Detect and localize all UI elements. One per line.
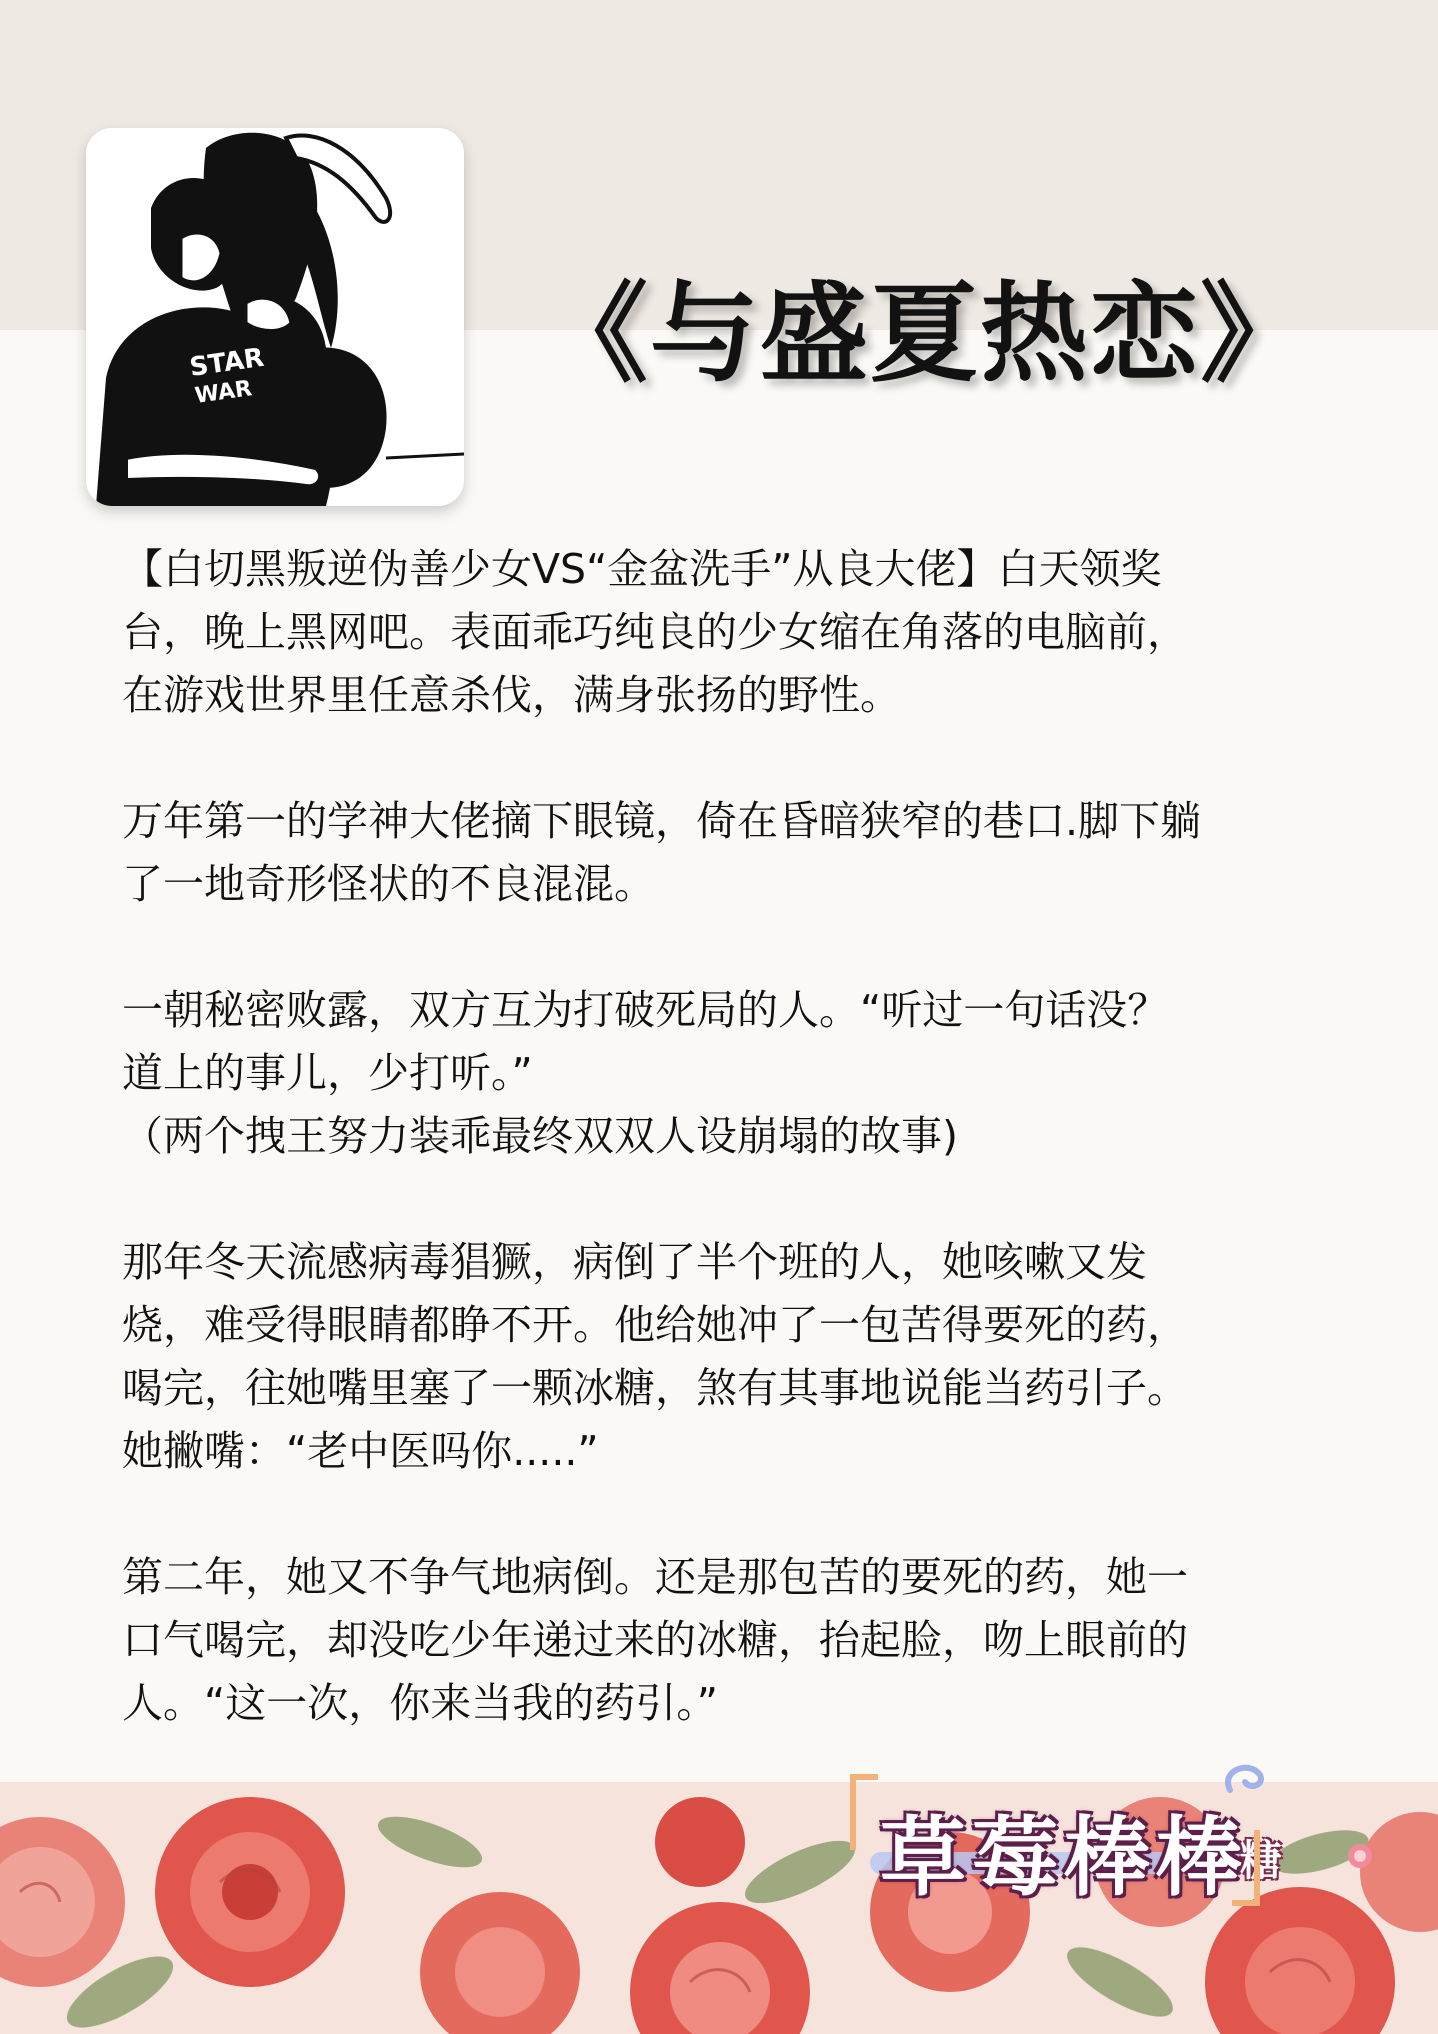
svg-text:WAR: WAR <box>193 376 254 409</box>
book-title: 《与盛夏热恋》 <box>540 272 1311 397</box>
candy-icon <box>1340 1836 1380 1876</box>
svg-text:STAR: STAR <box>187 342 266 383</box>
synopsis-paragraph: 【白切黑叛逆伪善少女VS“金盆洗手”从良大佬】白天领奖 台，晚上黑网吧。表面乖巧纯良的少女缩在角落的电脑前， 在游戏世界里任意杀伐，满身张扬的野性。 <box>122 545 1188 719</box>
signature-main: 草莓棒棒 <box>880 1807 1248 1908</box>
swirl-icon <box>1220 1760 1280 1800</box>
left-bracket-icon <box>850 1774 878 1850</box>
right-bracket-icon <box>1232 1830 1260 1906</box>
couple-illustration-icon <box>86 128 464 506</box>
synopsis <box>122 538 1322 1798</box>
signature-sub: 糖 <box>1240 1836 1283 1885</box>
synopsis-paragraph: 那年冬天流感病毒猖獗，病倒了半个班的人，她咳嗽又发 烧，难受得眼睛都睁不开。他给她冲了一包苦得要死的药， 喝完，往她嘴里塞了一颗冰糖，煞有其事地说能当药引子。 她撇嘴：“老中医吗你.....” <box>122 1238 1188 1475</box>
synopsis-paragraph: 第二年，她又不争气地病倒。还是那包苦的要死的药，她一 口气喝完，却没吃少年递过来的冰糖，抬起脸，吻上眼前的 人。“这一次，你来当我的药引。” <box>122 1553 1188 1727</box>
synopsis-paragraph: 一朝秘密败露，双方互为打破死局的人。“听过一句话没？ 道上的事儿，少打听。” （两个拽王努力装乖最终双双人设崩塌的故事) <box>122 986 1169 1160</box>
author-signature <box>840 1760 1400 1910</box>
cover-illustration <box>86 128 464 506</box>
synopsis-paragraph: 万年第一的学神大佬摘下眼镜，倚在昏暗狭窄的巷口.脚下躺 了一地奇形怪状的不良混混。 <box>122 797 1202 908</box>
